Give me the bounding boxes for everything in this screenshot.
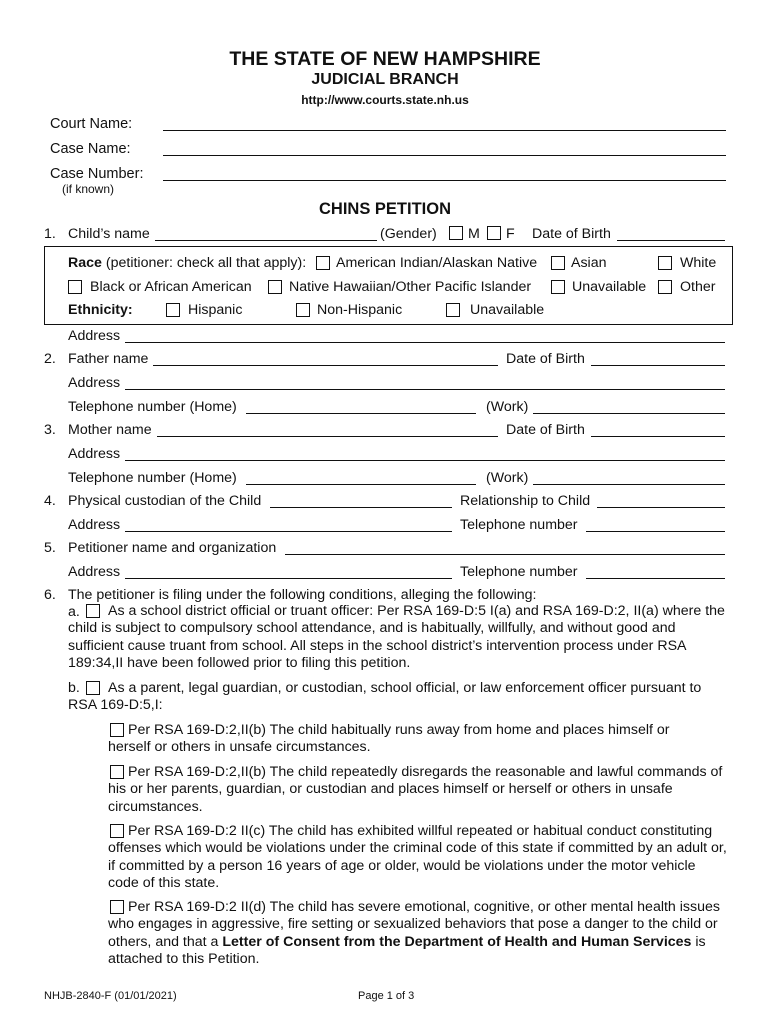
item2-number: 2. [44,351,56,367]
father-dob-label: Date of Birth [506,351,585,367]
mother-home-phone-field[interactable] [246,484,476,485]
mother-dob-field[interactable] [591,436,725,437]
relationship-field[interactable] [597,507,725,508]
race-asian-checkbox[interactable] [551,256,565,270]
mother-dob-label: Date of Birth [506,422,585,438]
mother-home-phone-label: Telephone number (Home) [68,470,237,486]
gender-f-checkbox[interactable] [487,226,501,240]
gender-label: (Gender) [380,226,437,242]
custodian-phone-label: Telephone number [460,517,578,533]
race-unavailable-label: Unavailable [572,279,647,295]
mother-address-field[interactable] [125,460,725,461]
ethnicity-unavailable-label: Unavailable [470,302,545,318]
race-native-hawaiian-label: Native Hawaiian/Other Pacific Islander [289,279,532,295]
race-native-hawaiian-checkbox[interactable] [268,280,282,294]
race-instruction: (petitioner: check all that apply): [105,255,307,271]
father-name-label: Father name [68,351,149,367]
case-number-field[interactable] [163,180,726,181]
ethnicity-label: Ethnicity: [68,302,133,318]
child-dob-label: Date of Birth [532,226,611,242]
branch-subtitle: JUDICIAL BRANCH [311,71,459,88]
sub4-consent-letter: Letter of Consent from the Department of Health and Human Services [222,933,692,950]
father-work-phone-field[interactable] [533,413,725,414]
item1-number: 1. [44,226,56,242]
item6-intro: The petitioner is filing under the following conditions, alleging the following: [68,587,537,603]
petitioner-label: Petitioner name and organization [68,540,277,556]
petitioner-address-label: Address [68,564,121,580]
father-address-field[interactable] [125,389,725,390]
race-american-indian-label: American Indian/Alaskan Native [336,255,538,271]
race-other-label: Other [680,279,716,295]
gender-m-label: M [468,226,480,242]
petitioner-address-field[interactable] [125,578,452,579]
item6-number: 6. [44,587,56,603]
petitioner-phone-field[interactable] [586,578,725,579]
custodian-name-field[interactable] [270,507,452,508]
father-address-label: Address [68,375,121,391]
gender-f-label: F [506,226,515,242]
race-black-checkbox[interactable] [68,280,82,294]
case-name-label: Case Name: [50,141,131,157]
custodian-address-label: Address [68,517,121,533]
item6b-letter: b. [68,680,80,696]
petitioner-name-field[interactable] [285,554,725,555]
custodian-label: Physical custodian of the Child [68,493,262,509]
ethnicity-hispanic-label: Hispanic [188,302,243,318]
race-label: Race [68,255,102,271]
childs-name-field[interactable] [155,240,377,241]
sub2-text: Per RSA 169-D:2,II(b) The child repeatedly disregards the reasonable and lawful commands of his or her parents, guardian, or custodian and places himself or herself or others in unsafe circumstances. [108,764,723,815]
race-american-indian-checkbox[interactable] [316,256,330,270]
mother-name-label: Mother name [68,422,152,438]
gender-m-checkbox[interactable] [449,226,463,240]
ethnicity-non-hispanic-checkbox[interactable] [296,303,310,317]
childs-name-label: Child’s name [68,226,150,242]
petitioner-phone-label: Telephone number [460,564,578,580]
father-dob-field[interactable] [591,365,725,366]
ethnicity-unavailable-checkbox[interactable] [446,303,460,317]
race-asian-label: Asian [571,255,607,271]
mother-name-field[interactable] [157,436,498,437]
case-name-field[interactable] [163,155,726,156]
sub4-text-post: is attached to this Petition. [108,933,706,967]
page-number: Page 1 of 3 [358,990,415,1002]
item6b-text: As a parent, legal guardian, or custodian, school official, or law enforcement officer pursuant to RSA 169-D:5,I: [68,680,702,714]
court-name-label: Court Name: [50,116,133,132]
race-other-checkbox[interactable] [658,280,672,294]
sub4-text-pre: Per RSA 169-D:2 II(d) The child has severe emotional, cognitive, or other mental health issues who engages in aggressive, fire setting or sexualized behaviors that pose a danger to the child or others, and that a [108,899,720,950]
item4-number: 4. [44,493,56,509]
if-known-note: (if known) [62,182,115,196]
child-address-label: Address [68,328,121,344]
custodian-phone-field[interactable] [586,531,725,532]
item6a-text: As a school district official or truant officer: Per RSA 169-D:5 I(a) and RSA 169-D:2, II(a) where the child is subject to compulsory school attendance, and is habitually, willfully, and without good and sufficient cause truant from school. All steps in the school district’s intervention process under RSA 189:34,II have been followed prior to filing this petition. [68,603,725,671]
sub3-text: Per RSA 169-D:2 II(c) The child has exhibited willful repeated or habitual conduct constituting offenses which would be violations under the criminal code of this state if committed by an adult or, if committed by a person 16 years of age or older, would be violations under the motor vehicle code of this state. [108,823,727,891]
sub1-text: Per RSA 169-D:2,II(b) The child habitually runs away from home and places himself or herself or others in unsafe circumstances. [108,722,670,756]
father-home-phone-label: Telephone number (Home) [68,399,237,415]
case-number-label: Case Number: [50,166,144,182]
item5-number: 5. [44,540,56,556]
mother-address-label: Address [68,446,121,462]
relationship-label: Relationship to Child [460,493,591,509]
race-white-label: White [680,255,717,271]
mother-work-phone-field[interactable] [533,484,725,485]
form-title: CHINS PETITION [318,200,451,218]
father-home-phone-field[interactable] [246,413,476,414]
court-url: http://www.courts.state.nh.us [301,93,469,107]
race-unavailable-checkbox[interactable] [551,280,565,294]
father-name-field[interactable] [153,365,498,366]
child-address-field[interactable] [125,342,725,343]
sub4-text [108,899,728,968]
race-black-label: Black or African American [90,279,252,295]
custodian-address-field[interactable] [125,531,452,532]
child-dob-field[interactable] [617,240,725,241]
race-heading [68,255,306,271]
ethnicity-non-hispanic-label: Non-Hispanic [317,302,403,318]
form-id: NHJB-2840-F (01/01/2021) [44,990,177,1002]
ethnicity-hispanic-checkbox[interactable] [166,303,180,317]
court-name-field[interactable] [163,130,726,131]
mother-work-phone-label: (Work) [486,470,529,486]
item6a-letter: a. [68,604,80,620]
race-white-checkbox[interactable] [658,256,672,270]
father-work-phone-label: (Work) [486,399,529,415]
item3-number: 3. [44,422,56,438]
state-title: THE STATE OF NEW HAMPSHIRE [229,48,541,70]
